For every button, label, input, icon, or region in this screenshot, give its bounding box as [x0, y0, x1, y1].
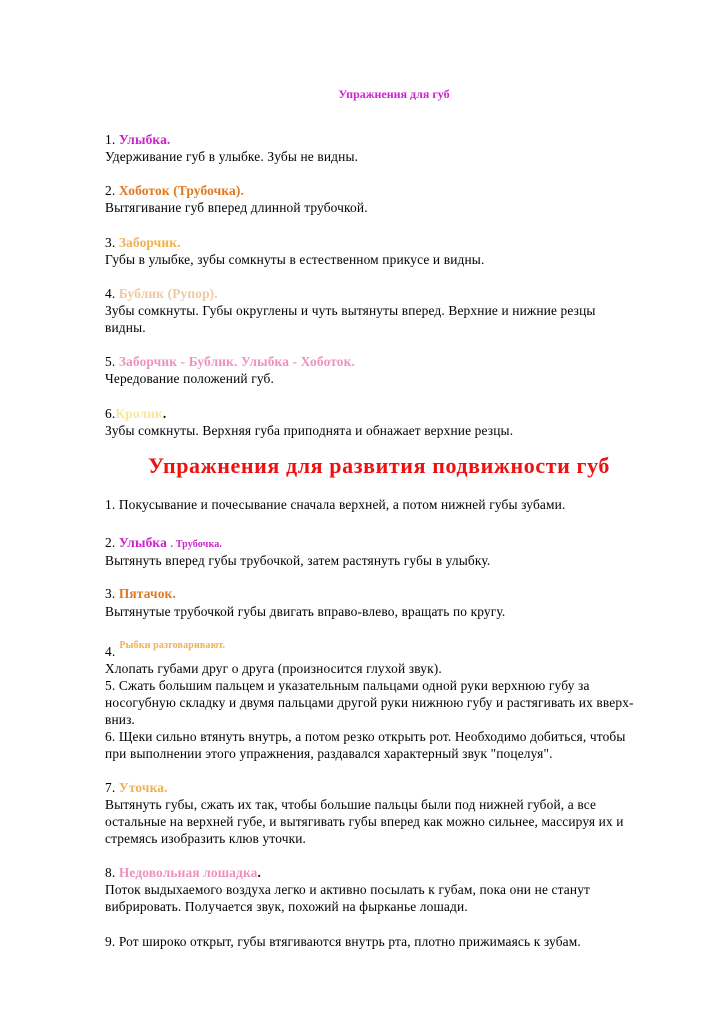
exercise-5-heading	[105, 353, 355, 370]
exercise-name: Улыбка.	[118, 132, 171, 147]
exercise-4-description-line-2: видны.	[105, 320, 146, 335]
mobility-exercise-5-line-1: 5. Сжать большим пальцем и указательным пальцами одной руки верхнюю губу за	[105, 678, 590, 693]
mobility-exercise-2-heading	[105, 534, 222, 553]
mobility-exercise-7-line-3: стремясь изобразить клюв уточки.	[105, 831, 307, 846]
exercise-4-description-line-1: Зубы сомкнуты. Губы округлены и чуть вытянуты вперед. Верхние и нижние резцы	[105, 303, 596, 318]
exercise-number: 3.	[105, 235, 116, 250]
exercise-6-heading	[105, 405, 166, 422]
mobility-exercise-7-heading	[105, 779, 168, 796]
mobility-exercise-3-description: Вытянутые трубочкой губы двигать вправо-влево, вращать по кругу.	[105, 604, 506, 619]
mobility-exercise-2-description: Вытянуть вперед губы трубочкой, затем растянуть губы в улыбку.	[105, 553, 491, 568]
page-title: Упражнения для губ	[338, 87, 450, 101]
exercise-4-heading	[105, 285, 218, 302]
mobility-exercise-1: 1. Покусывание и почесывание сначала верхней, а потом нижней губы зубами.	[105, 497, 566, 512]
exercise-number: 1.	[105, 132, 116, 147]
mobility-exercise-8-heading	[105, 864, 261, 881]
mobility-exercise-8-line-1: Поток выдыхаемого воздуха легко и активно посылать к губам, пока они не станут	[105, 882, 591, 897]
exercise-6-description: Зубы сомкнуты. Верхняя губа приподнята и обнажает верхние резцы.	[105, 423, 514, 438]
exercise-name: Бублик (Рупор).	[118, 286, 218, 301]
exercise-1-description: Удерживание губ в улыбке. Зубы не видны.	[105, 149, 359, 164]
exercise-name: Заборчик.	[118, 235, 181, 250]
mobility-exercise-3-heading	[105, 585, 176, 602]
mobility-exercise-7-line-1: Вытянуть губы, сжать их так, чтобы большие пальцы были под нижней губой, а все	[105, 797, 597, 812]
exercise-name: Хоботок (Трубочка).	[118, 183, 244, 198]
section-title: Упражнения для развития подвижности губ	[148, 453, 610, 478]
exercise-name: Рыбки разговаривают.	[119, 640, 226, 651]
exercise-number: 2.	[105, 535, 116, 550]
exercise-subname: . Трубочка.	[170, 539, 223, 550]
exercise-name: Уточка.	[118, 780, 168, 795]
exercise-number: 6.	[105, 406, 116, 421]
mobility-exercise-9: 9. Рот широко открыт, губы втягиваются внутрь рта, плотно прижимаясь к зубам.	[105, 934, 581, 949]
exercise-dot: .	[257, 865, 261, 880]
exercise-name: Недовольная лошадка	[118, 865, 258, 880]
exercise-3-description: Губы в улыбке, зубы сомкнуты в естественном прикусе и видны.	[105, 252, 485, 267]
exercise-number: 8.	[105, 865, 116, 880]
mobility-exercise-6-line-1: 6. Щеки сильно втянуть внутрь, а потом резко открыть рот. Необходимо добиться, чтобы	[105, 729, 626, 744]
mobility-exercise-5-line-2: носогубную складку и двумя пальцами другой руки нижнюю губу и растягивать их вверх-	[105, 695, 634, 710]
exercise-2-heading	[105, 182, 244, 199]
exercise-name: Кролик	[115, 406, 163, 421]
mobility-exercise-6-line-2: при выполнении этого упражнения, раздавался характерный звук "поцелуя".	[105, 746, 553, 761]
mobility-exercise-7-line-2: остальные на верхней губе, и вытягивать губы вперед как можно сильнее, массируя их и	[105, 814, 624, 829]
exercise-number: 7.	[105, 780, 116, 795]
exercise-number: 5.	[105, 354, 116, 369]
exercise-dot: .	[162, 406, 167, 421]
exercise-name: Улыбка	[118, 535, 167, 550]
mobility-exercise-4-description: Хлопать губами друг о друга (произносится глухой звук).	[105, 661, 442, 676]
mobility-exercise-8-line-2: вибрировать. Получается звук, похожий на фырканье лошади.	[105, 899, 468, 914]
exercise-3-heading	[105, 234, 181, 251]
exercise-2-description: Вытягивание губ вперед длинной трубочкой.	[105, 200, 368, 215]
exercise-number: 4.	[105, 286, 116, 301]
exercise-1-heading	[105, 131, 170, 148]
exercise-5-description: Чередование положений губ.	[105, 371, 274, 386]
exercise-number: 2.	[105, 183, 116, 198]
exercise-name: Пятачок.	[118, 586, 176, 601]
exercise-number: 3.	[105, 586, 116, 601]
exercise-number: 4.	[105, 644, 116, 659]
mobility-exercise-5-line-3: вниз.	[105, 712, 136, 727]
exercise-name: Заборчик - Бублик. Улыбка - Хоботок.	[118, 354, 356, 369]
